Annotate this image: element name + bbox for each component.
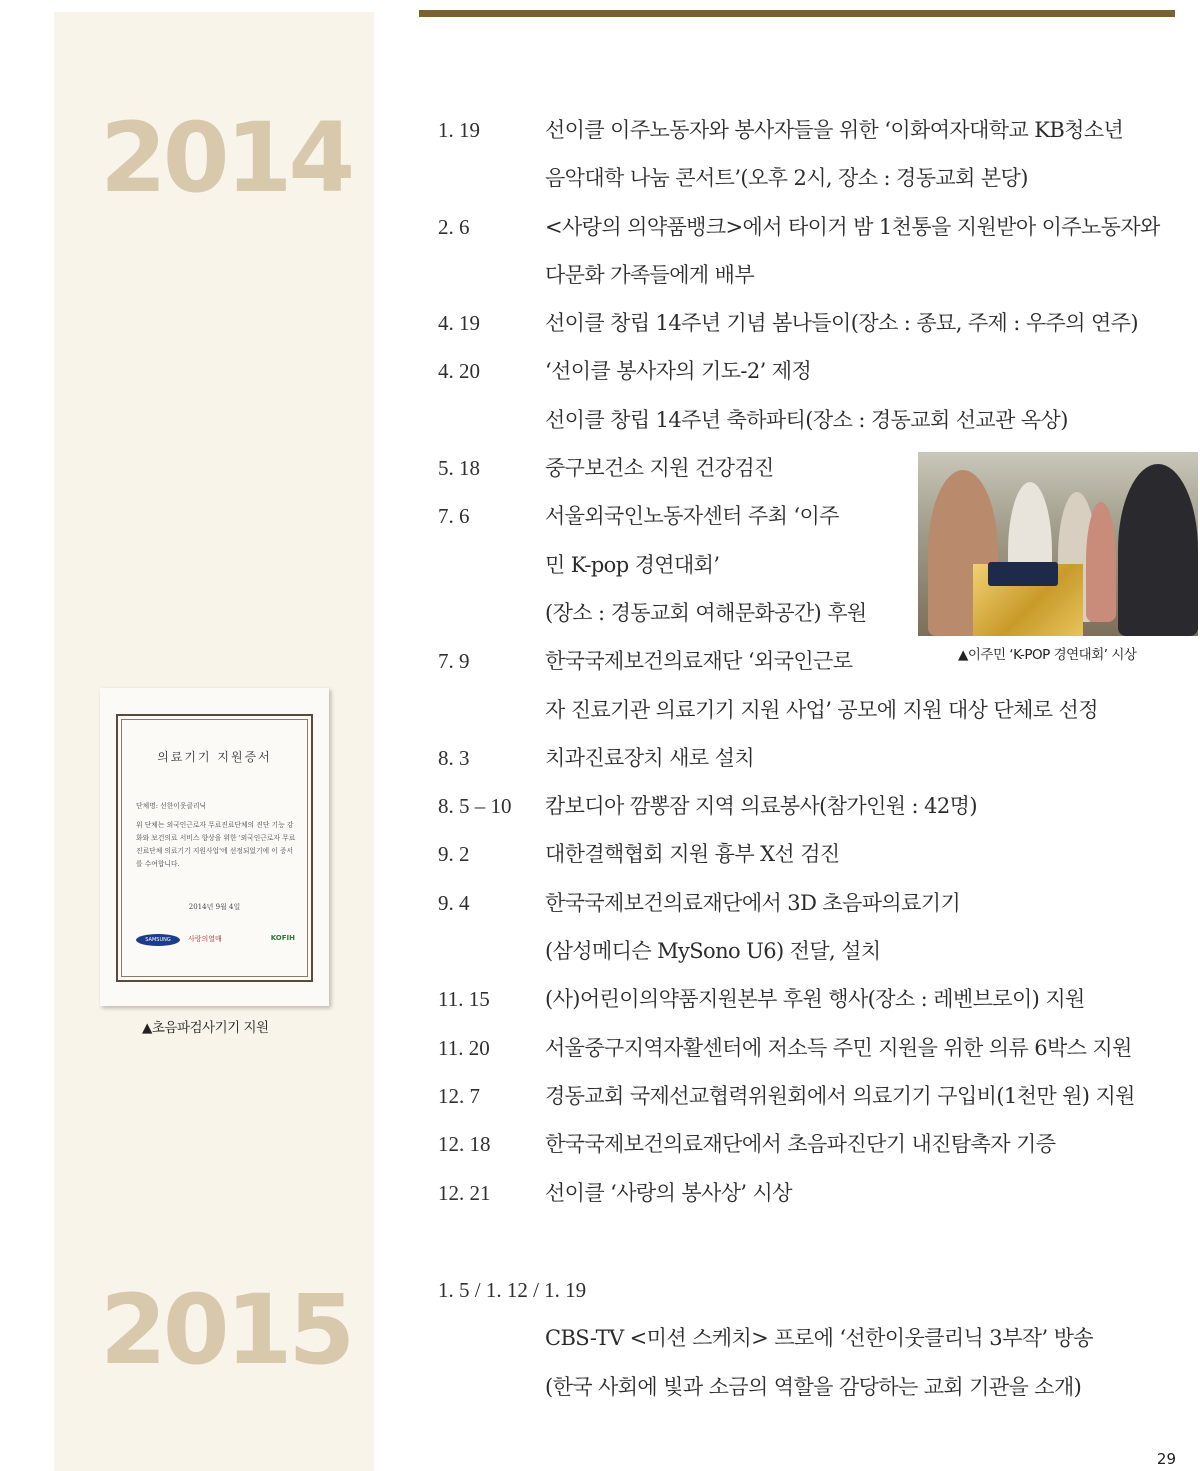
certificate-caption: ▲초음파검사기기 지원 [142, 1020, 269, 1036]
entry-line [438, 1120, 1178, 1168]
entry-text: 서울중구지역자활센터에 저소득 주민 지원을 위한 의류 6박스 지원 [545, 1035, 1132, 1060]
entry-date: 7. 9 [438, 649, 470, 674]
entry-text: (사)어린이의약품지원본부 후원 행사(장소 : 레벤브로이) 지원 [545, 987, 1085, 1012]
timeline-entry [438, 106, 1178, 203]
timeline-entry [438, 879, 1178, 976]
certificate-date: 2014년 9월 4일 [188, 903, 241, 911]
entry-text: CBS-TV <미션 스케치> 프로에 ‘선한이웃클리닉 3부작’ 방송 [545, 1326, 1093, 1351]
entry-line [438, 879, 1178, 927]
samsung-logo: SAMSUNG [136, 934, 180, 946]
entry-line [438, 347, 1178, 395]
entry-line [438, 1072, 1178, 1120]
entry-text: (한국 사회에 빛과 소금의 역할을 감당하는 교회 기관을 소개) [545, 1374, 1082, 1399]
entry-text: 서울외국인노동자센터 주최 ‘이주 [545, 504, 839, 529]
timeline-entry [438, 975, 1178, 1023]
entry-line [438, 734, 1178, 782]
entry-date: 5. 18 [438, 456, 480, 481]
entry-text: 다문화 가족들에게 배부 [545, 262, 755, 287]
top-rule [419, 10, 1175, 17]
entry-line [438, 975, 1178, 1023]
entry-line [438, 686, 1178, 734]
year-2014: 2014 [100, 102, 352, 214]
entry-date: 12. 7 [438, 1083, 480, 1108]
entry-text: 한국국제보건의료재단에서 3D 초음파의료기기 [545, 890, 961, 915]
year-2015: 2015 [100, 1274, 352, 1386]
certificate-image [100, 688, 329, 1006]
entry-date: 4. 19 [438, 311, 480, 336]
entry-text: 민 K-pop 경연대회’ [545, 552, 720, 577]
entry-date: 11. 15 [438, 987, 490, 1012]
timeline-entry [438, 1120, 1178, 1168]
love-fruit-logo: 사랑의열매 [188, 935, 222, 943]
entry-text: 중구보건소 지원 건강검진 [545, 456, 774, 481]
photo-caption: ▲이주민 ‘K-POP 경연대회’ 시상 [958, 647, 1137, 663]
entry-line [438, 154, 1178, 202]
entry-date: 1. 19 [438, 118, 480, 142]
entry-date: 12. 21 [438, 1180, 491, 1205]
entry-line [438, 830, 1178, 878]
entry-text: 캄보디아 깜뽕잠 지역 의료봉사(참가인원 : 42명) [545, 794, 977, 819]
entry-line [438, 396, 1178, 444]
entry-line [438, 299, 1178, 347]
timeline-entry [438, 1072, 1178, 1120]
entry-line [438, 203, 1178, 251]
certificate-text: 위 단체는 외국인근로자 무료진료단체의 진단 기능 강화와 보건의료 서비스 향상을 위한 '외국인근로자 무료진료단체 의료기기 지원사업'에 선정되었기에 이 증서를 수여합니다. [136, 821, 296, 868]
timeline-2015 [438, 1266, 1178, 1411]
entry-date: 8. 3 [438, 745, 470, 770]
entry-text: 대한결핵협회 지원 흉부 X선 검진 [545, 842, 840, 867]
timeline-entry [438, 830, 1178, 878]
award-photo [918, 452, 1198, 636]
timeline-entry [438, 203, 1178, 300]
entry-text: ‘선이클 봉사자의 기도-2’ 제정 [545, 359, 812, 384]
page-number: 29 [1156, 1450, 1176, 1468]
entry-text: (장소 : 경동교회 여해문화공간) 후원 [545, 600, 867, 625]
entry-text: 선이클 창립 14주년 기념 봄나들이(장소 : 종묘, 주제 : 우주의 연주) [545, 311, 1138, 336]
entry-text: <사랑의 의약품뱅크>에서 타이거 밤 1천통을 지원받아 이주노동자와 [545, 214, 1160, 239]
entry-text: 자 진료기관 의료기기 지원 사업’ 공모에 지원 대상 단체로 선정 [545, 697, 1098, 722]
entry-date: 9. 2 [438, 842, 470, 867]
entry-line [438, 1363, 1178, 1411]
entry-line [438, 1024, 1178, 1072]
kofih-logo: KOFIH [270, 934, 295, 942]
entry-text: 선이클 이주노동자와 봉사자들을 위한 ‘이화여자대학교 KB청소년 [545, 118, 1124, 142]
entry-text: 한국국제보건의료재단 ‘외국인근로 [545, 649, 853, 674]
entry-line [438, 927, 1178, 975]
timeline-entry [438, 782, 1178, 830]
certificate-body [136, 800, 299, 871]
entry-text: 음악대학 나눔 콘서트’(오후 2시, 장소 : 경동교회 본당) [545, 166, 1028, 191]
gift-box [988, 562, 1058, 586]
entry-line [438, 1314, 1178, 1362]
entry-date: 9. 4 [438, 890, 470, 915]
timeline-entry [438, 734, 1178, 782]
timeline-entry [438, 347, 1178, 444]
entry-date: 1. 5 / 1. 12 / 1. 19 [438, 1278, 587, 1302]
entry-date: 11. 20 [438, 1035, 490, 1060]
certificate-title: 의료기기 지원증서 [157, 750, 272, 764]
timeline-entry [438, 1266, 1178, 1411]
timeline-entry [438, 299, 1178, 347]
entry-date: 2. 6 [438, 214, 470, 239]
entry-date: 4. 20 [438, 359, 480, 384]
entry-date: 12. 18 [438, 1132, 491, 1157]
entry-text: 선이클 창립 14주년 축하파티(장소 : 경동교회 선교관 옥상) [545, 407, 1068, 432]
timeline-entry [438, 1169, 1178, 1217]
entry-line [438, 1266, 1178, 1314]
certificate-logos [136, 934, 295, 948]
entry-line [438, 106, 1178, 154]
entry-text: 한국국제보건의료재단에서 초음파진단기 내진탐촉자 기증 [545, 1132, 1056, 1157]
entry-line [438, 782, 1178, 830]
entry-text: (삼성메디슨 MySono U6) 전달, 설치 [545, 939, 881, 964]
entry-text: 선이클 ‘사랑의 봉사상’ 시상 [545, 1180, 792, 1205]
timeline-entry [438, 1024, 1178, 1072]
entry-line [438, 251, 1178, 299]
entry-date: 8. 5 – 10 [438, 794, 512, 819]
entry-date: 7. 6 [438, 504, 470, 529]
entry-text: 치과진료장치 새로 설치 [545, 745, 755, 770]
entry-line [438, 1169, 1178, 1217]
certificate-recipient: 단체명: 선한이웃클리닉 [136, 802, 207, 810]
entry-text: 경동교회 국제선교협력위원회에서 의료기기 구입비(1천만 원) 지원 [545, 1083, 1135, 1108]
